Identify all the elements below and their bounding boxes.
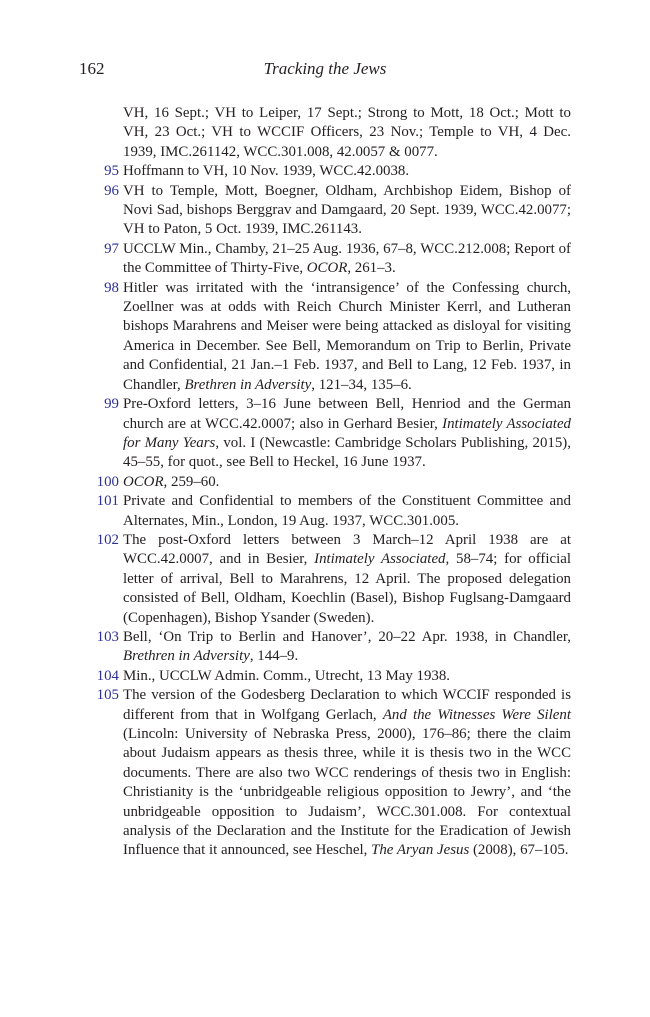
endnote-text: OCOR, 259–60. [123, 473, 220, 490]
endnote-number: 97 [104, 240, 119, 257]
endnote [96, 628, 571, 667]
endnote-text: VH to Temple, Mott, Boegner, Oldham, Archbishop Eidem, Bishop of Novi Sad, bishops Berggrav and Damgaard, 20 Sept. 1939, WCC.42.0077; VH to Paton, 5 Oct. 1939, IMC.261143. [123, 182, 571, 238]
endnote-number: 104 [96, 667, 119, 684]
endnote-number: 102 [96, 531, 119, 548]
endnote-number: 101 [96, 493, 119, 510]
endnote-text: VH, 16 Sept.; VH to Leiper, 17 Sept.; Strong to Mott, 18 Oct.; Mott to VH, 23 Oct.; VH to WCCIF Officers, 23 Nov.; Temple to VH, 4 Dec. 1939, IMC.261142, WCC.301.008, 42.0057 & 0077. [123, 105, 571, 160]
page-header [0, 59, 650, 83]
endnote-number: 98 [104, 279, 119, 296]
endnote-text: Hoffmann to VH, 10 Nov. 1939, WCC.42.0038. [123, 163, 410, 180]
endnote-number: 105 [96, 687, 119, 704]
endnote-number: 99 [104, 396, 119, 413]
endnote-number: 103 [96, 628, 119, 645]
endnote-text: Bell, ‘On Trip to Berlin and Hanover’, 20–22 Apr. 1938, in Chandler, Brethren in Adversity, 144–9. [123, 628, 571, 665]
endnote [104, 162, 571, 181]
endnote [104, 182, 571, 240]
endnote [123, 104, 571, 162]
endnote [104, 395, 572, 473]
endnote-text: The post-Oxford letters between 3 March–12 April 1938 are at WCC.42.0007, and in Besier, Intimately Associated, 58–74; for official letter of arrival, Bell to Marahrens, 12 April. The proposed delegation consisted of Bell, Oldham, Koechlin (Basel), Bishop Fuglsang-Damgaard (Copenhagen), Bishop Ysander (Sweden). [123, 531, 571, 626]
endnote [96, 492, 571, 531]
endnote [96, 473, 571, 492]
endnote-text: Min., UCCLW Admin. Comm., Utrecht, 13 May 1938. [123, 667, 451, 684]
endnote [104, 279, 571, 395]
endnote [96, 531, 571, 628]
endnote-number: 100 [96, 473, 119, 490]
endnote-text: Private and Confidential to members of the Constituent Committee and Alternates, Min., London, 19 Aug. 1937, WCC.301.005. [123, 493, 571, 529]
endnote-text: UCCLW Min., Chamby, 21–25 Aug. 1936, 67–8, WCC.212.008; Report of the Committee of Thirty-Five, OCOR, 261–3. [123, 240, 571, 277]
endnote [104, 240, 571, 279]
endnote-number: 96 [104, 182, 119, 199]
endnote-number: 95 [104, 163, 119, 180]
endnote-text: Pre-Oxford letters, 3–16 June between Bell, Henriod and the German church are at WCC.42.0007; also in Gerhard Besier, Intimately Associated for Many Years, vol. I (Newcastle: Cambridge Scholars Publishing, 2015), 45–55, for quot., see Bell to Heckel, 16 June 1937. [123, 396, 572, 471]
page-number: 162 [79, 59, 105, 78]
endnotes-list [0, 104, 650, 861]
running-title: Tracking the Jews [263, 59, 387, 78]
endnote [96, 686, 571, 861]
endnote-text: Hitler was irritated with the ‘intransigence’ of the Confessing church, Zoellner was at odds with Reich Church Minister Kerrl, and Lutheran bishops Marahrens and Meiser were being attacked as disloyal for visiting America in December. See Bell, Memorandum on Trip to Berlin, Private and Confidential, 21 Jan.–1 Feb. 1937, and Bell to Lang, 12 Feb. 1937, in Chandler, Brethren in Adversity, 121–34, 135–6. [123, 279, 571, 393]
endnote [96, 667, 571, 686]
endnote-text: The version of the Godesberg Declaration to which WCCIF responded is different from that in Wolfgang Gerlach, And the Witnesses Were Silent (Lincoln: University of Nebraska Press, 2000), 176–86; there the claim about Judaism appears as thesis three, while it is thesis two in the WCC documents. There are also two WCC renderings of thesis two in English: Christianity is the ‘unbridgeable religious opposition to Jewry’, and ‘the unbridgeable opposition to Judaism’, WCC.301.008. For contextual analysis of the Declaration and the Institute for the Eradication of Jewish Influence that it announced, see Heschel, The Aryan Jesus (2008), 67–105. [123, 687, 571, 859]
